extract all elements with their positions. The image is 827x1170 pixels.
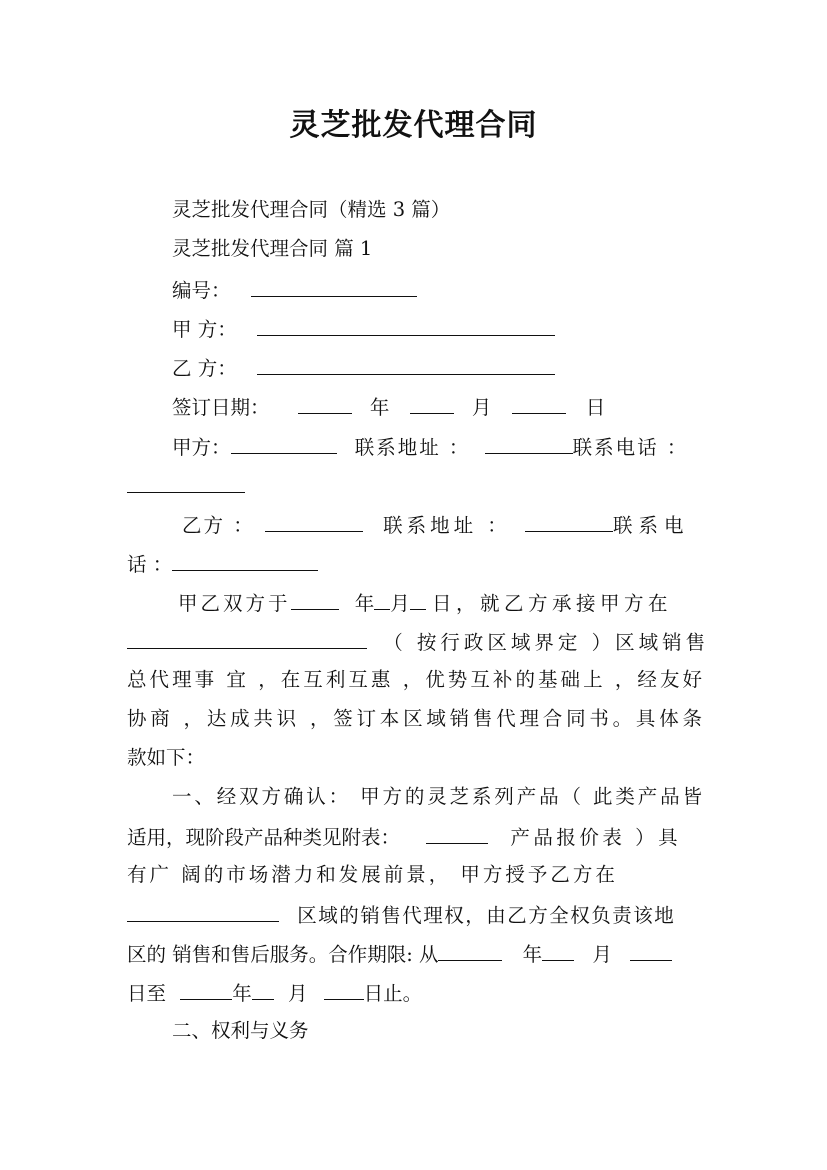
- para2-text-e1: 区的 销售和售后服务。合作期限: 从: [127, 943, 439, 966]
- para2-line1: 一、经双方确认： 甲方的灵芝系列产品（ 此类产品皆: [172, 785, 702, 808]
- party-b-phone-row: [127, 550, 318, 578]
- para1-region-blank: [127, 628, 367, 649]
- para2-start-month-blank: [542, 940, 574, 961]
- party-a-contact-blank: [231, 433, 337, 454]
- party-a-address-blank: [485, 433, 573, 454]
- party-a-label: 甲 方：: [172, 318, 237, 341]
- party-b-phone-label: 联系电: [613, 514, 690, 537]
- para2-text-b1: 适用，现阶段产品种类见附表：: [127, 826, 401, 849]
- party-a-blank: [257, 315, 555, 336]
- para1-line4: 协商 ，达成共识 ，签订本区域销售代理合同书。具体条: [127, 707, 702, 730]
- year-blank: [298, 393, 352, 414]
- party-a-phone-blank-row: [127, 472, 245, 500]
- party-b-phone-blank: [172, 550, 318, 571]
- contract-number-blank: [251, 276, 417, 297]
- para2-region-blank: [127, 901, 279, 922]
- day-blank: [512, 393, 566, 414]
- party-b-label: 乙 方：: [172, 357, 237, 380]
- para1-line2: [127, 628, 709, 656]
- para2-text-e3: 月: [592, 943, 612, 966]
- para2-start-day-blank: [630, 940, 672, 961]
- para2-line5: [127, 940, 672, 968]
- para2-end-year-blank: [180, 979, 232, 1000]
- para2-text-f4: 日止。: [363, 982, 423, 1005]
- party-b-blank: [257, 354, 555, 375]
- para1-line3: 总代理事 宜 ，在互利互惠 ，优势互补的基础上 ，经友好: [127, 668, 702, 691]
- para1-line5: 款如下：: [127, 746, 206, 769]
- para1-text-a: 甲乙双方于: [178, 592, 291, 615]
- para2-text-f1: 日至: [127, 982, 167, 1005]
- party-b-address-label: 联系地址 ：: [383, 514, 511, 537]
- contract-number-row: [172, 276, 417, 304]
- contract-number-label: 编号：: [172, 279, 231, 302]
- para2-text-d: 区域的销售代理权，由乙方全权负责该地: [297, 904, 676, 927]
- party-a-phone-blank: [127, 472, 245, 493]
- para1-text-c: 月: [390, 592, 410, 615]
- party-a-address-label: 联系地址 ：: [354, 436, 471, 459]
- party-b-contact-label: 乙方 ：: [182, 514, 255, 537]
- para2-start-year-blank: [438, 940, 502, 961]
- para1-blank-b: [374, 589, 390, 610]
- para2-line6: [127, 979, 422, 1007]
- section-rights-heading: 二、权利与义务: [172, 1019, 309, 1042]
- day-label: 日: [585, 396, 606, 419]
- party-a-phone-label: 联系电话 ：: [572, 436, 689, 459]
- party-a-contact-row: [172, 433, 688, 461]
- para2-blank-b: [426, 823, 488, 844]
- para2-text-e2: 年: [522, 943, 543, 966]
- para2-text-f2: 年: [232, 982, 252, 1005]
- document-title: 灵芝批发代理合同: [289, 108, 538, 143]
- party-b-contact-row: [182, 511, 690, 539]
- para2-text-b2: 产品报价表 ）具: [510, 826, 682, 849]
- sign-date-label: 签订日期：: [172, 396, 270, 419]
- party-b-phone-label-cont: 话 ：: [127, 553, 173, 576]
- para2-text-f3: 月: [287, 982, 308, 1005]
- party-b-contact-blank: [265, 511, 363, 532]
- para2-end-day-blank: [324, 979, 364, 1000]
- para1-blank-c: [410, 589, 426, 610]
- para2-line4: [127, 901, 675, 929]
- party-b-address-blank: [525, 511, 613, 532]
- sign-date-row: [172, 393, 605, 421]
- para2-line3: 有广 阔的市场潜力和发展前景， 甲方授予乙方在: [127, 863, 618, 886]
- para1-text-d: 日，就乙方承接甲方在: [431, 592, 672, 615]
- para1-text-b: 年: [354, 592, 375, 615]
- subtitle-line: 灵芝批发代理合同（精选 3 篇）: [172, 198, 451, 221]
- party-b-row: [172, 354, 555, 382]
- para1-text-e: （ 按行政区域界定 ）区域销售: [383, 631, 710, 654]
- para2-end-month-blank: [252, 979, 274, 1000]
- para1-line1: [178, 589, 672, 617]
- para2-line2: [127, 823, 681, 851]
- month-blank: [410, 393, 454, 414]
- party-a-row: [172, 315, 555, 343]
- para1-blank-a: [291, 589, 339, 610]
- month-label: 月: [471, 396, 492, 419]
- party-a-contact-label: 甲方：: [172, 436, 231, 459]
- year-label: 年: [369, 396, 390, 419]
- section-heading: 灵芝批发代理合同 篇 1: [172, 237, 373, 260]
